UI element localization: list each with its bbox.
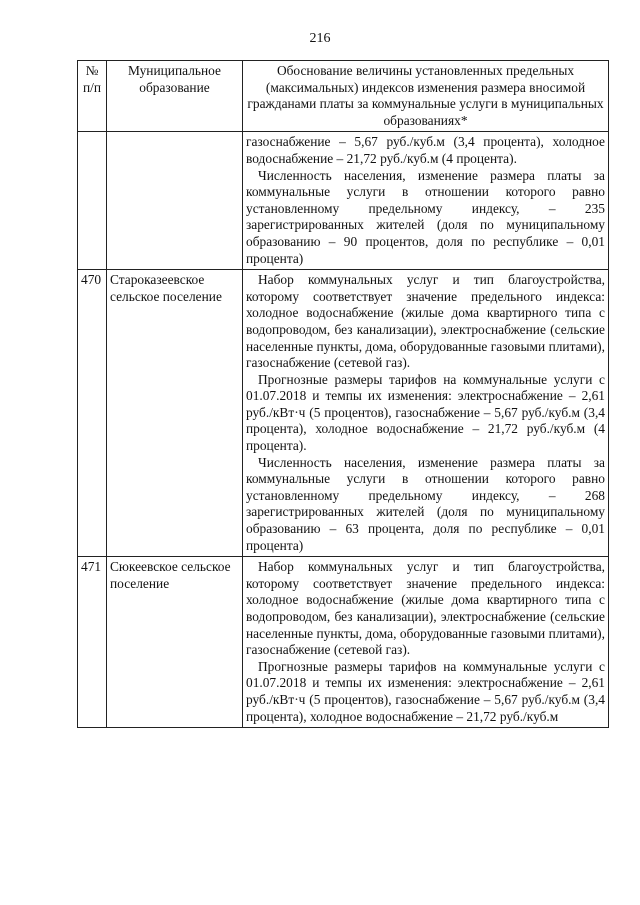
justification-paragraph: Набор коммунальных услуг и тип благоустройства, которому соответствует значение предельного индекса: холодное водоснабжение (жилые дома квартирного типа с водопроводом, без канализации), электроснабжение (сельские населенные пункты, дома, оборудованные газовыми плитами), газоснабжение (сетевой газ).: [246, 559, 605, 658]
header-num: № п/п: [78, 61, 107, 132]
justification-paragraph: Численность населения, изменение размера платы за коммунальные услуги в отношении которого равно установленному предельному индексу, – 268 зарегистрированных жителей (доля по муниципальному образованию – 63 процента, доля по республике – 0,01 процента): [246, 454, 605, 553]
row-municipality: [107, 132, 243, 270]
justification-paragraph: газоснабжение – 5,67 руб./куб.м (3,4 процента), холодное водоснабжение – 21,72 руб./куб.м (4 процента).: [246, 134, 605, 166]
justification-paragraph: Прогнозные размеры тарифов на коммунальные услуги с 01.07.2018 и темпы их изменения: электроснабжение – 2,61 руб./кВт·ч (5 процентов), газоснабжение – 5,67 руб./куб.м (3,4 процента), холодное водоснабжение – 21,72 руб./куб.м (4 процента).: [246, 371, 605, 454]
justification-paragraph: Численность населения, изменение размера платы за коммунальные услуги в отношении которого равно установленному предельному индексу, – 235 зарегистрированных жителей (доля по муниципальному образованию – 90 процентов, доля по республике – 0,01 процента): [246, 167, 605, 266]
table-row: [78, 270, 609, 557]
justification-paragraph: Прогнозные размеры тарифов на коммунальные услуги с 01.07.2018 и темпы их изменения: электроснабжение – 2,61 руб./кВт·ч (5 процентов), газоснабжение – 5,67 руб./куб.м (3,4 процента), холодное водоснабжение – 21,72 руб./куб.м: [246, 658, 605, 724]
row-num: 470: [78, 270, 107, 557]
row-justification: [243, 270, 609, 557]
row-municipality: Сюкеевское сельское поселение: [107, 557, 243, 728]
justification-paragraph: Набор коммунальных услуг и тип благоустройства, которому соответствует значение предельного индекса: холодное водоснабжение (жилые дома квартирного типа с водопроводом, без канализации), электроснабжение (сельские населенные пункты, дома, оборудованные газовыми плитами), газоснабжение (сетевой газ).: [246, 272, 605, 371]
row-num: 471: [78, 557, 107, 728]
table-row: [78, 557, 609, 728]
row-municipality: Староказеевское сельское поселение: [107, 270, 243, 557]
row-justification: [243, 132, 609, 270]
row-justification: [243, 557, 609, 728]
header-justification: Обоснование величины установленных предельных (максимальных) индексов изменения размера вносимой гражданами платы за коммунальные услуги в муниципальных образованиях*: [243, 61, 609, 132]
page-number: 216: [309, 31, 331, 46]
row-num: [78, 132, 107, 270]
table-row: [78, 132, 609, 270]
municipal-index-table: [77, 60, 609, 728]
table-header-row: [78, 61, 609, 132]
header-municipality: Муниципальное образование: [107, 61, 243, 132]
